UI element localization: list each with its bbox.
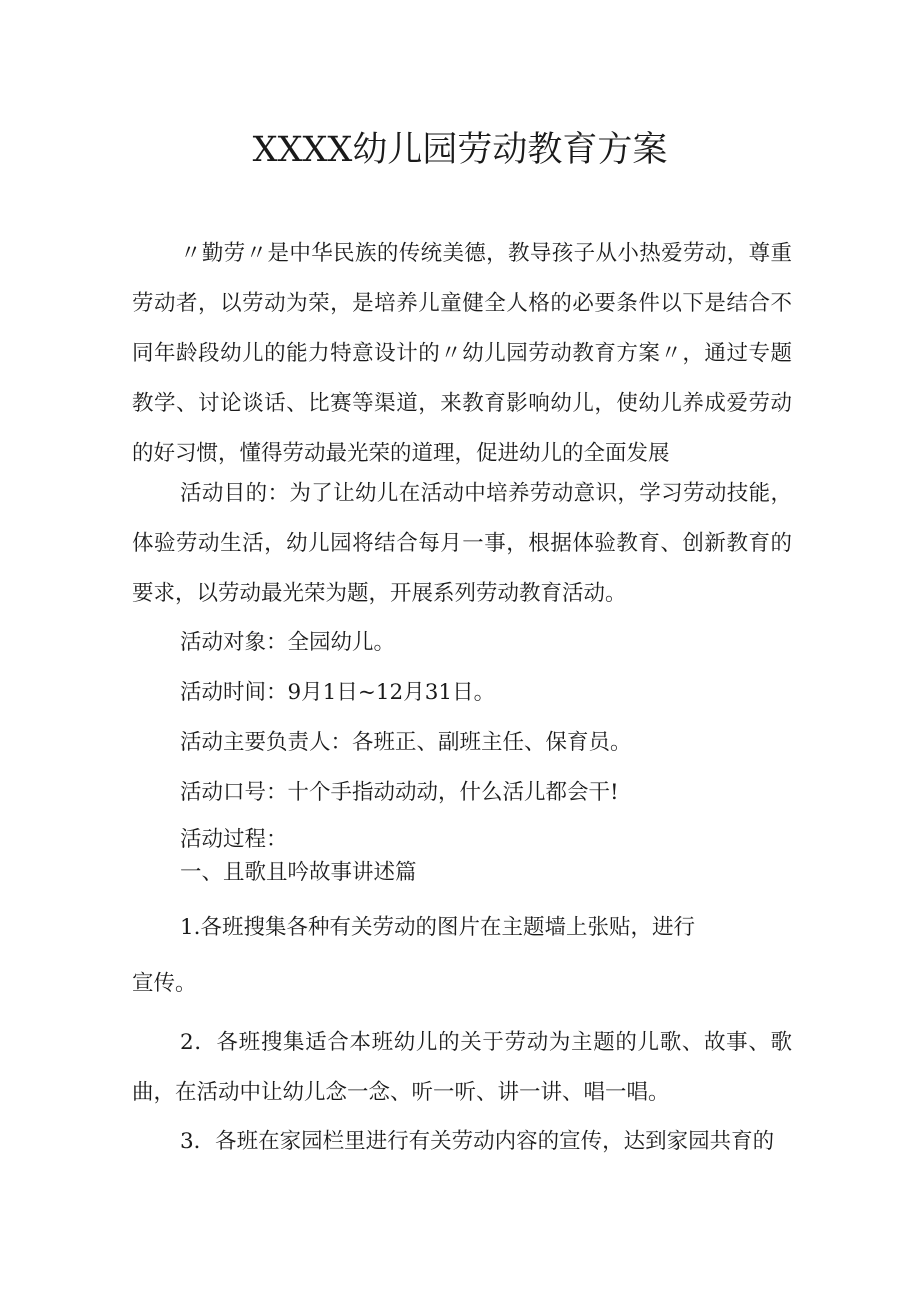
item1-line1: 1.各班搜集各种有关劳动的图片在主题墙上张贴，进行 (180, 915, 696, 940)
item1-line2: 宣传。 (132, 971, 197, 996)
target-line: 活动对象：全园幼儿。 (180, 630, 396, 655)
slogan-line: 活动口号：十个手指动动动，什么活儿都会干! (180, 780, 619, 805)
item2-paragraph: 2．各班搜集适合本班幼儿的关于劳动为主题的儿歌、故事、歌曲，在活动中让幼儿念一念、听一听、讲一讲、唱一唱。 (132, 1030, 792, 1105)
document-title: XXXX幼儿园劳动教育方案 (252, 130, 668, 170)
purpose-paragraph: 活动目的：为了让幼儿在活动中培养劳动意识，学习劳动技能，体验劳动生活，幼儿园将结合每月一事，根据体验教育、创新教育的要求，以劳动最光荣为题，开展系列劳动教育活动。 (132, 481, 792, 606)
item3-paragraph: 3．各班在家园栏里进行有关劳动内容的宣传，达到家园共育的 (180, 1129, 775, 1154)
leader-line: 活动主要负责人：各班正、副班主任、保育员。 (180, 730, 632, 755)
process-label: 活动过程： (180, 827, 288, 852)
section1-heading: 一、且歌且吟故事讲述篇 (180, 860, 417, 885)
intro-paragraph: 〃勤劳〃是中华民族的传统美德，教导孩子从小热爱劳动，尊重劳动者，以劳动为荣，是培养儿童健全人格的必要条件以下是结合不同年龄段幼儿的能力特意设计的〃幼儿园劳动教育方案〃，通过专题教学、讨论谈话、比赛等渠道，来教育影响幼儿，使幼儿养成爱劳动的好习惯，懂得劳动最光荣的道理，促进幼儿的全面发展 (132, 241, 792, 466)
time-line: 活动时间：9月1日~12月31日。 (180, 680, 496, 705)
